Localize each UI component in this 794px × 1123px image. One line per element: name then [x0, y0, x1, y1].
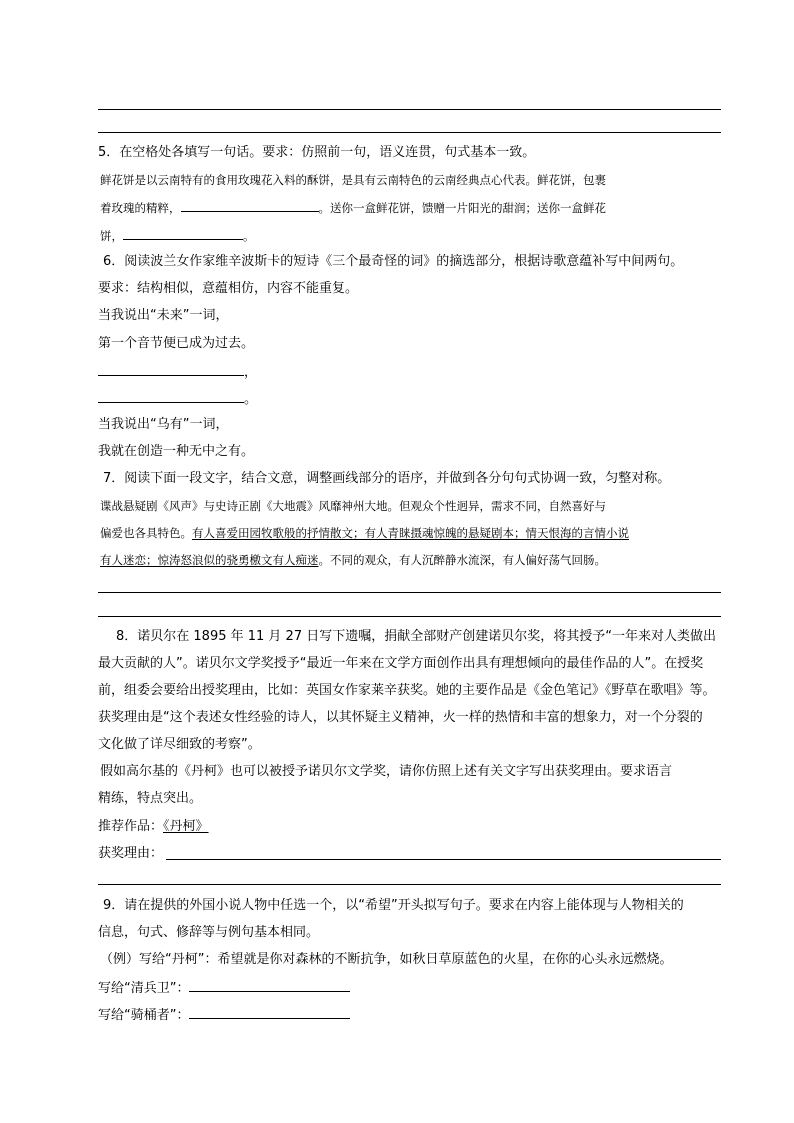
answer-line[interactable]	[98, 592, 721, 593]
q5-line3	[100, 225, 255, 246]
q6-poem-line-2: 第一个音节便已成为过去。	[98, 336, 255, 351]
answer-line[interactable]	[166, 859, 721, 860]
q6-blank-line-1	[98, 361, 257, 383]
q5-line2-end: 。送你一盒鲜花饼，馈赠一片阳光的甜润；送你一盒鲜花	[318, 201, 606, 215]
q9-para-1: 9．请在提供的外国小说人物中任选一个，以“希望”开头拟写句子。要求在内容上能体现与人物相关的	[103, 898, 684, 913]
q5-line2	[100, 197, 606, 218]
q7-underlined-part-1: 有人喜爱田园牧歌般的抒情散文；有人青睐摄魂惊魄的悬疑剧本；情天恨海的言情小说	[192, 526, 629, 540]
q7-line3	[100, 550, 606, 570]
q8-para-3: 前，组委会要给出授奖理由，比如：英国女作家莱辛获奖。她的主要作品是《金色笔记》《野草在歌唱》等。	[98, 683, 716, 698]
answer-line[interactable]	[98, 132, 721, 133]
q6-poem-line-3: 当我说出“乌有”一词，	[98, 417, 229, 432]
q8-para-6: 假如高尔基的《丹柯》也可以被授予诺贝尔文学奖，请你仿照上述有关文字写出获奖理由。要求语言	[100, 764, 673, 779]
q7-line2	[100, 523, 629, 543]
q9-to-2-label: 写给“骑桶者”：	[98, 1008, 190, 1023]
q8-para-2: 最大贡献的人”。诺贝尔文学奖授予“最近一年来在文学方面创作出具有理想倾向的最佳作品的人”。在授奖	[98, 656, 704, 671]
q6-poem-line-4: 我就在创造一种无中之有。	[98, 444, 255, 459]
q5-blank-2[interactable]	[123, 225, 243, 240]
q5-line3-end: 。	[243, 229, 255, 243]
q5-line3-start: 饼，	[100, 229, 123, 243]
q7-line2-text: 偏爱也各具特色。	[100, 526, 192, 540]
q7-underlined-part-2: 有人迷恋；惊涛怒浪似的骁勇檄文有人痴迷	[100, 553, 319, 567]
q8-para-4: 获奖理由是“这个表述女性经验的诗人，以其怀疑主义精神，火一样的热情和丰富的想象力，对一个分裂的	[98, 710, 703, 725]
answer-line[interactable]	[98, 616, 721, 617]
q9-to-qitongzhe	[98, 1004, 350, 1026]
q6-prompt-1: 6．阅读波兰女作家维辛波斯卡的短诗《三个最奇怪的词》的摘选部分，根据诗歌意蕴补写中间两句。	[103, 254, 684, 269]
q9-example: （例）写给“丹柯”：希望就是你对森林的不断抗争，如秋日草原蓝色的火星，在你的心头永远燃烧。	[100, 952, 673, 967]
q5-prompt: 5．在空格处各填写一句话。要求：仿照前一句，语义连贯，句式基本一致。	[98, 145, 536, 160]
q8-para-5: 文化做了详尽细致的考察”。	[98, 737, 261, 752]
q8-recommend-label: 推荐作品：	[98, 819, 164, 834]
q6-blank-2-end: 。	[244, 392, 258, 407]
q6-blank-1-end: ，	[244, 365, 258, 380]
q8-para-7: 精练，特点突出。	[98, 791, 203, 806]
q9-blank-1[interactable]	[189, 977, 350, 992]
q6-blank-1[interactable]	[98, 361, 244, 376]
q6-blank-line-2	[98, 388, 257, 410]
answer-line[interactable]	[98, 109, 721, 110]
q7-line1: 谍战悬疑剧《风声》与史诗正剧《大地震》风靡神州大地。但观众个性迥异，需求不同，自然喜好与	[100, 499, 606, 513]
q9-to-1-label: 写给“清兵卫”：	[98, 981, 190, 996]
q8-reason-label: 获奖理由：	[98, 846, 164, 861]
q5-line2-start: 着玫瑰的精粹，	[100, 201, 181, 215]
q7-prompt: 7．阅读下面一段文字，结合文意，调整画线部分的语序，并做到各分句句式协调一致，匀整对称。	[103, 471, 671, 486]
q5-line1: 鲜花饼是以云南特有的食用玫瑰花入料的酥饼，是具有云南特色的云南经典点心代表。鲜花饼，包裹	[100, 173, 606, 187]
q8-recommend	[98, 817, 209, 837]
q9-blank-2[interactable]	[189, 1004, 350, 1019]
q7-line3-text: 。不同的观众，有人沉醉静水流深，有人偏好荡气回肠。	[318, 553, 606, 567]
q9-para-2: 信息，句式、修辞等与例句基本相同。	[98, 925, 320, 940]
q6-prompt-2: 要求：结构相似，意蕴相仿，内容不能重复。	[98, 281, 359, 296]
q5-blank-1[interactable]	[181, 197, 319, 212]
q6-blank-2[interactable]	[98, 388, 244, 403]
answer-line[interactable]	[98, 884, 721, 885]
q9-to-qingbingwei	[98, 977, 350, 999]
q8-recommend-work: 《丹柯》	[163, 819, 209, 834]
q6-poem-line-1: 当我说出“未来”一词，	[98, 308, 229, 323]
q8-para-1: 8．诺贝尔在 1895 年 11 月 27 日写下遗嘱，捐献全部财产创建诺贝尔奖，将其授予“一年来对人类做出	[116, 629, 716, 644]
